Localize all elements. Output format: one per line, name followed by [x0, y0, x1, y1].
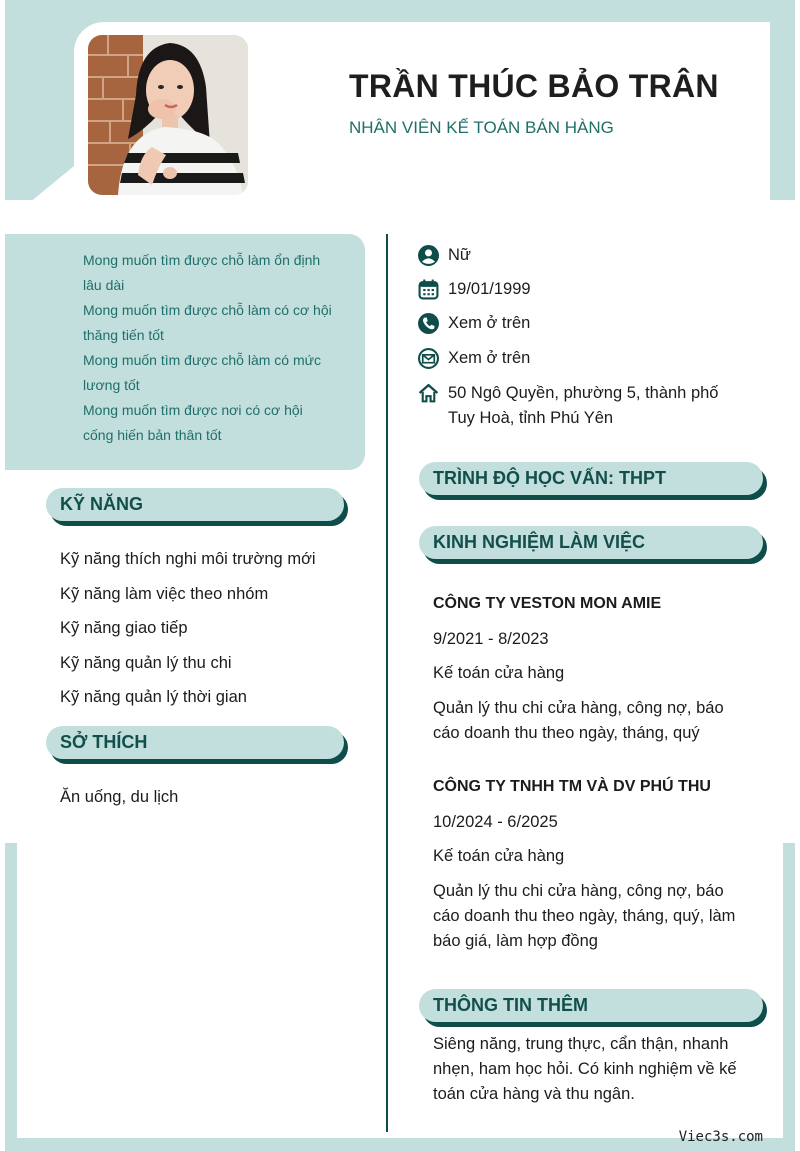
skill-item: Kỹ năng giao tiếp [60, 619, 188, 637]
hobbies-heading: SỞ THÍCH [46, 726, 344, 759]
gender-row [418, 245, 471, 268]
extra-info-line: Siêng năng, trung thực, cẩn thận, nhanh [433, 1035, 729, 1053]
address-line: 50 Ngô Quyền, phường 5, thành phố [448, 384, 719, 402]
footer-brand: Viec3s.com [678, 1129, 763, 1145]
experience-entry [433, 591, 763, 746]
skill-item: Kỹ năng quản lý thu chi [60, 653, 232, 672]
skill-item: Kỹ năng quản lý thời gian [60, 688, 247, 706]
career-objectives [5, 234, 365, 470]
hobbies-list [60, 785, 178, 820]
birthday-row [418, 279, 531, 302]
home-icon [418, 383, 439, 404]
work-description: Quản lý thu chi cửa hàng, công nợ, báo [433, 699, 724, 717]
address-line: Tuy Hoà, tỉnh Phú Yên [448, 409, 614, 427]
work-description: cáo doanh thu theo ngày, tháng, quý [433, 724, 700, 742]
column-divider [386, 234, 388, 1132]
work-period: 9/2021 - 8/2023 [433, 630, 549, 648]
address-row [418, 383, 718, 431]
skill-item: Kỹ năng làm việc theo nhóm [60, 584, 269, 603]
profile-photo [88, 35, 248, 195]
objective-item: Mong muốn tìm được chỗ làm ổn định lâu dài [83, 252, 321, 293]
skills-heading: KỸ NĂNG [46, 488, 344, 521]
experience-entry [433, 774, 763, 954]
objective-item: Mong muốn tìm được chỗ làm có cơ hội thăng tiến tốt [83, 302, 332, 343]
work-description: Quản lý thu chi cửa hàng, công nợ, báo [433, 882, 724, 900]
skills-list [60, 547, 316, 720]
frame-right [783, 843, 795, 1151]
company-name: CÔNG TY VESTON MON AMIE [433, 595, 662, 612]
skill-item: Kỹ năng thích nghi môi trường mới [60, 550, 316, 568]
work-description: cáo doanh thu theo ngày, tháng, quý, làm [433, 907, 736, 925]
extra-info-text [433, 1032, 763, 1107]
company-name: CÔNG TY TNHH TM VÀ DV PHÚ THU [433, 778, 711, 795]
objective-item: Mong muốn tìm được chỗ làm có mức lương tốt [83, 352, 321, 393]
email-row [418, 348, 530, 371]
hobby-item: Ăn uống, du lịch [60, 788, 179, 806]
work-period: 10/2024 - 6/2025 [433, 813, 558, 831]
frame-left [5, 843, 17, 1151]
email-value: Xem ở trên [448, 349, 531, 367]
work-description: báo giá, làm hợp đồng [433, 932, 598, 950]
address-value [448, 381, 718, 431]
work-position: Kế toán cửa hàng [433, 847, 565, 865]
user-icon [418, 245, 439, 266]
experience-heading: KINH NGHIỆM LÀM VIỆC [419, 526, 763, 559]
frame-bottom [5, 1138, 795, 1151]
calendar-icon [418, 279, 439, 300]
extra-info-heading: THÔNG TIN THÊM [419, 989, 763, 1022]
birthday-value: 19/01/1999 [448, 280, 531, 298]
phone-value: Xem ở trên [448, 314, 531, 332]
email-icon [418, 348, 439, 369]
candidate-name: TRẦN THÚC BẢO TRÂN [349, 68, 719, 104]
work-position: Kế toán cửa hàng [433, 664, 565, 682]
gender-value: Nữ [448, 246, 471, 264]
job-title: NHÂN VIÊN KẾ TOÁN BÁN HÀNG [349, 118, 614, 137]
extra-info-line: nhẹn, ham học hỏi. Có kinh nghiệm về kế [433, 1060, 737, 1078]
objective-item: Mong muốn tìm được nơi có cơ hội cống hiến bản thân tốt [83, 402, 303, 443]
phone-row [418, 313, 530, 336]
education-heading: TRÌNH ĐỘ HỌC VẤN: THPT [419, 462, 763, 495]
phone-icon [418, 313, 439, 334]
extra-info-line: toán cửa hàng và thu ngân. [433, 1085, 635, 1103]
